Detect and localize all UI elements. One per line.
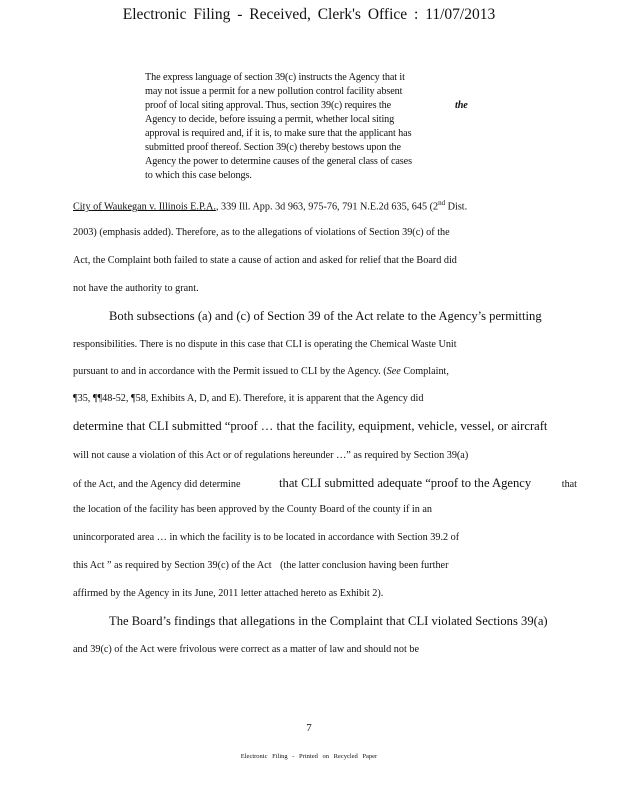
paragraph-first-line: The Board’s findings that allegations in the Complaint that CLI violated Sections 39(a) bbox=[109, 614, 548, 628]
body-text: that bbox=[561, 479, 578, 490]
body-line: Act, the Complaint both failed to state a cause of action and asked for relief that the Board did bbox=[73, 255, 457, 266]
body-text: this Act ” as required by Section 39(c) of the Act bbox=[73, 560, 272, 571]
quote-line: may not issue a permit for a new pollution control facility absent bbox=[145, 86, 403, 97]
body-text: (the latter conclusion having been further bbox=[280, 560, 449, 571]
body-text: Complaint, bbox=[400, 366, 449, 377]
quote-emphasis: the bbox=[455, 100, 468, 111]
body-text: of the Act, and the Agency did determine bbox=[73, 479, 241, 490]
ordinal-suffix: nd bbox=[438, 199, 446, 207]
body-text: pursuant to and in accordance with the Permit issued to CLI by the Agency. ( bbox=[73, 366, 387, 377]
body-line bbox=[73, 476, 577, 491]
quote-line: Agency the power to determine causes of the general class of cases bbox=[145, 156, 412, 167]
body-line: 2003) (emphasis added). Therefore, as to the allegations of violations of Section 39(c) of the bbox=[73, 227, 450, 238]
quote-line: proof of local siting approval. Thus, section 39(c) requires the bbox=[145, 100, 392, 111]
body-line: responsibilities. There is no dispute in this case that CLI is operating the Chemical Waste Unit bbox=[73, 339, 457, 350]
quote-line: approval is required and, if it is, to make sure that the applicant has bbox=[145, 128, 412, 139]
filing-header: Electronic Filing - Received, Clerk's Office : 11/07/2013 bbox=[122, 6, 496, 23]
body-text: that CLI submitted adequate “proof to the Agency bbox=[279, 476, 532, 490]
citation-line bbox=[73, 199, 467, 212]
case-reference: , 339 Ill. App. 3d 963, 975-76, 791 N.E.2d 635, 645 (2 bbox=[215, 201, 439, 213]
case-name: City of Waukegan v. Illinois E.P.A. bbox=[73, 201, 216, 213]
body-line: not have the authority to grant. bbox=[73, 283, 199, 294]
body-line: will not cause a violation of this Act or of regulations hereunder …” as required by Section 39(a) bbox=[73, 450, 469, 461]
footer: Electronic Filing - Printed on Recycled Paper bbox=[240, 753, 378, 760]
body-line bbox=[73, 366, 449, 377]
body-line: affirmed by the Agency in its June, 2011 letter attached hereto as Exhibit 2). bbox=[73, 588, 384, 599]
body-line: unincorporated area … in which the facility is to be located in accordance with Section 39.2 of bbox=[73, 532, 460, 543]
quote-line: to which this case belongs. bbox=[145, 170, 252, 181]
see-signal: See bbox=[386, 366, 401, 377]
body-line: determine that CLI submitted “proof … that the facility, equipment, vehicle, vessel, or aircraft bbox=[73, 419, 548, 433]
body-line: the location of the facility has been approved by the County Board of the county if in an bbox=[73, 504, 433, 515]
body-line: and 39(c) of the Act were frivolous were correct as a matter of law and should not be bbox=[73, 644, 419, 655]
body-line: ¶35, ¶¶48-52, ¶58, Exhibits A, D, and E). Therefore, it is apparent that the Agency did bbox=[73, 393, 424, 404]
quote-line: The express language of section 39(c) instructs the Agency that it bbox=[145, 72, 405, 83]
body-line bbox=[73, 560, 448, 571]
district: Dist. bbox=[445, 201, 468, 213]
quote-line: submitted proof thereof. Section 39(c) thereby bestows upon the bbox=[145, 142, 401, 153]
page-number: 7 bbox=[306, 722, 312, 734]
paragraph-first-line: Both subsections (a) and (c) of Section 39 of the Act relate to the Agency’s permitting bbox=[109, 309, 542, 323]
quote-line: Agency to decide, before issuing a permit, whether local siting bbox=[145, 114, 395, 125]
